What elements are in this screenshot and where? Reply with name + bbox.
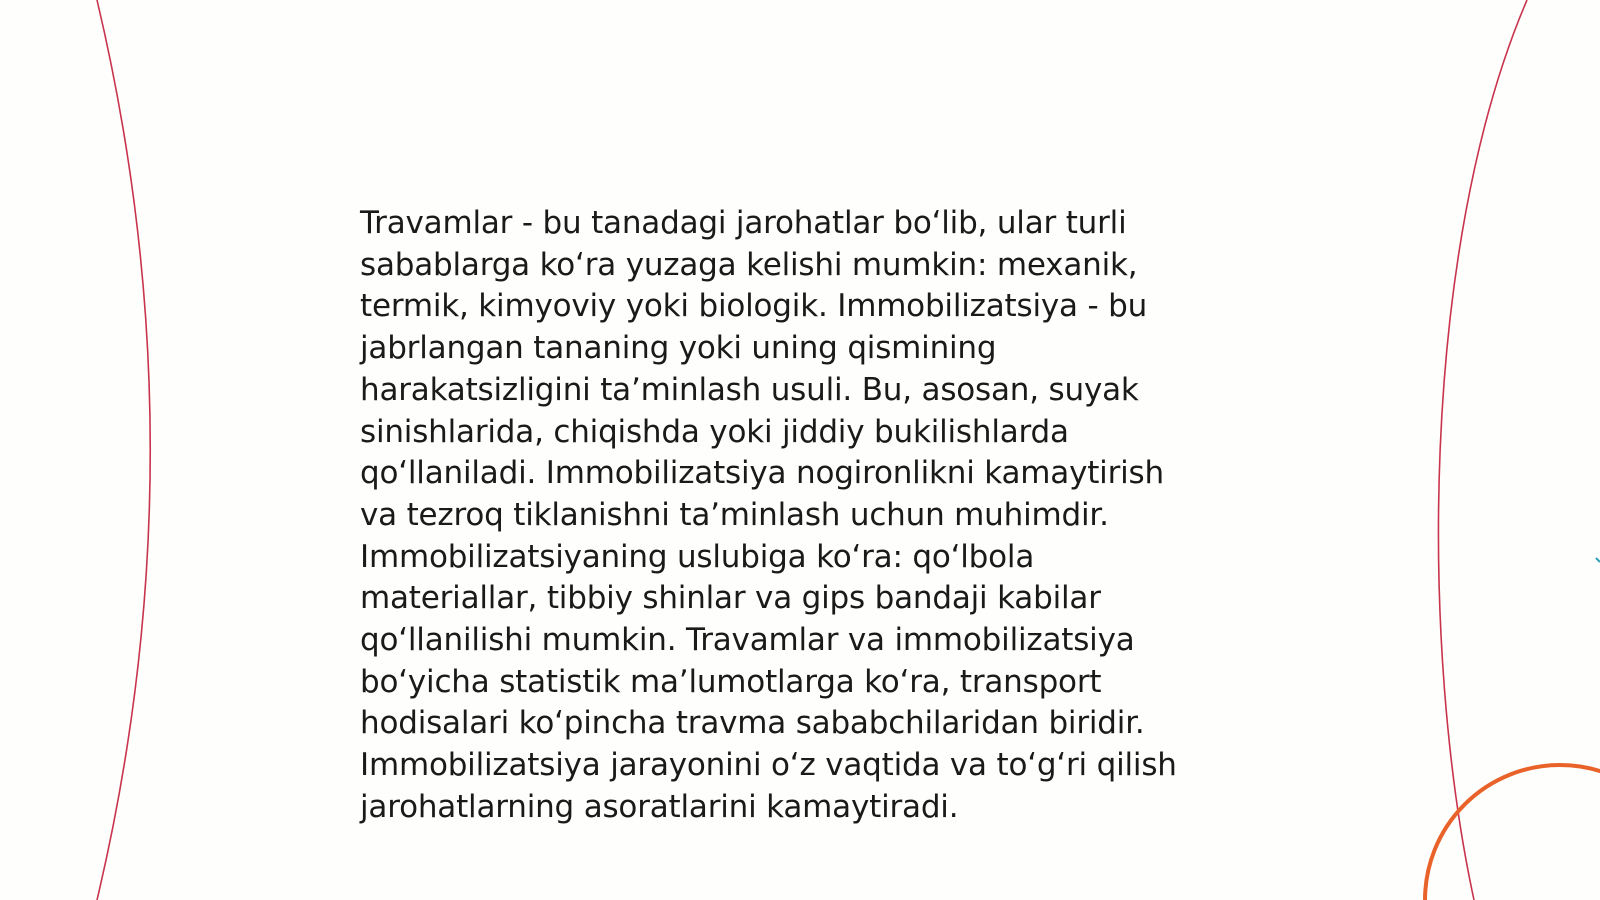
paragraph-line: harakatsizligini ta’minlash usuli. Bu, asosan, suyak xyxy=(360,371,1139,408)
paragraph-line: qo‘llanilishi mumkin. Travamlar va immobilizatsiya xyxy=(360,622,1135,659)
paragraph-line: materiallar, tibbiy shinlar va gips bandaji kabilar xyxy=(360,580,1101,617)
body-paragraph xyxy=(360,203,1240,829)
paragraph-line: termik, kimyoviy yoki biologik. Immobilizatsiya - bu xyxy=(360,288,1148,325)
teal-accent-decoration xyxy=(1596,558,1600,562)
paragraph-line: qo‘llaniladi. Immobilizatsiya nogironlikni kamaytirish xyxy=(360,455,1164,492)
paragraph-line: Immobilizatsiya jarayonini o‘z vaqtida va to‘g‘ri qilish xyxy=(360,747,1177,784)
right-arc-decoration xyxy=(1438,0,1527,900)
left-arc-decoration xyxy=(97,0,150,900)
paragraph-line: va tezroq tiklanishni ta’minlash uchun muhimdir. xyxy=(360,496,1109,533)
orange-circle-decoration xyxy=(1425,765,1600,900)
paragraph-line: sinishlarida, chiqishda yoki jiddiy bukilishlarda xyxy=(360,413,1069,450)
paragraph-line: sabablarga ko‘ra yuzaga kelishi mumkin: mexanik, xyxy=(360,246,1138,283)
paragraph-line: hodisalari ko‘pincha travma sababchilaridan biridir. xyxy=(360,705,1145,742)
paragraph-line: bo‘yicha statistik ma’lumotlarga ko‘ra, transport xyxy=(360,663,1102,700)
paragraph-line: jabrlangan tananing yoki uning qismining xyxy=(360,330,997,367)
paragraph-line: jarohatlarning asoratlarini kamaytiradi. xyxy=(360,788,959,825)
paragraph-line: Travamlar - bu tanadagi jarohatlar bo‘lib, ular turli xyxy=(360,205,1127,241)
paragraph-line: Immobilizatsiyaning uslubiga ko‘ra: qo‘lbola xyxy=(360,538,1035,575)
